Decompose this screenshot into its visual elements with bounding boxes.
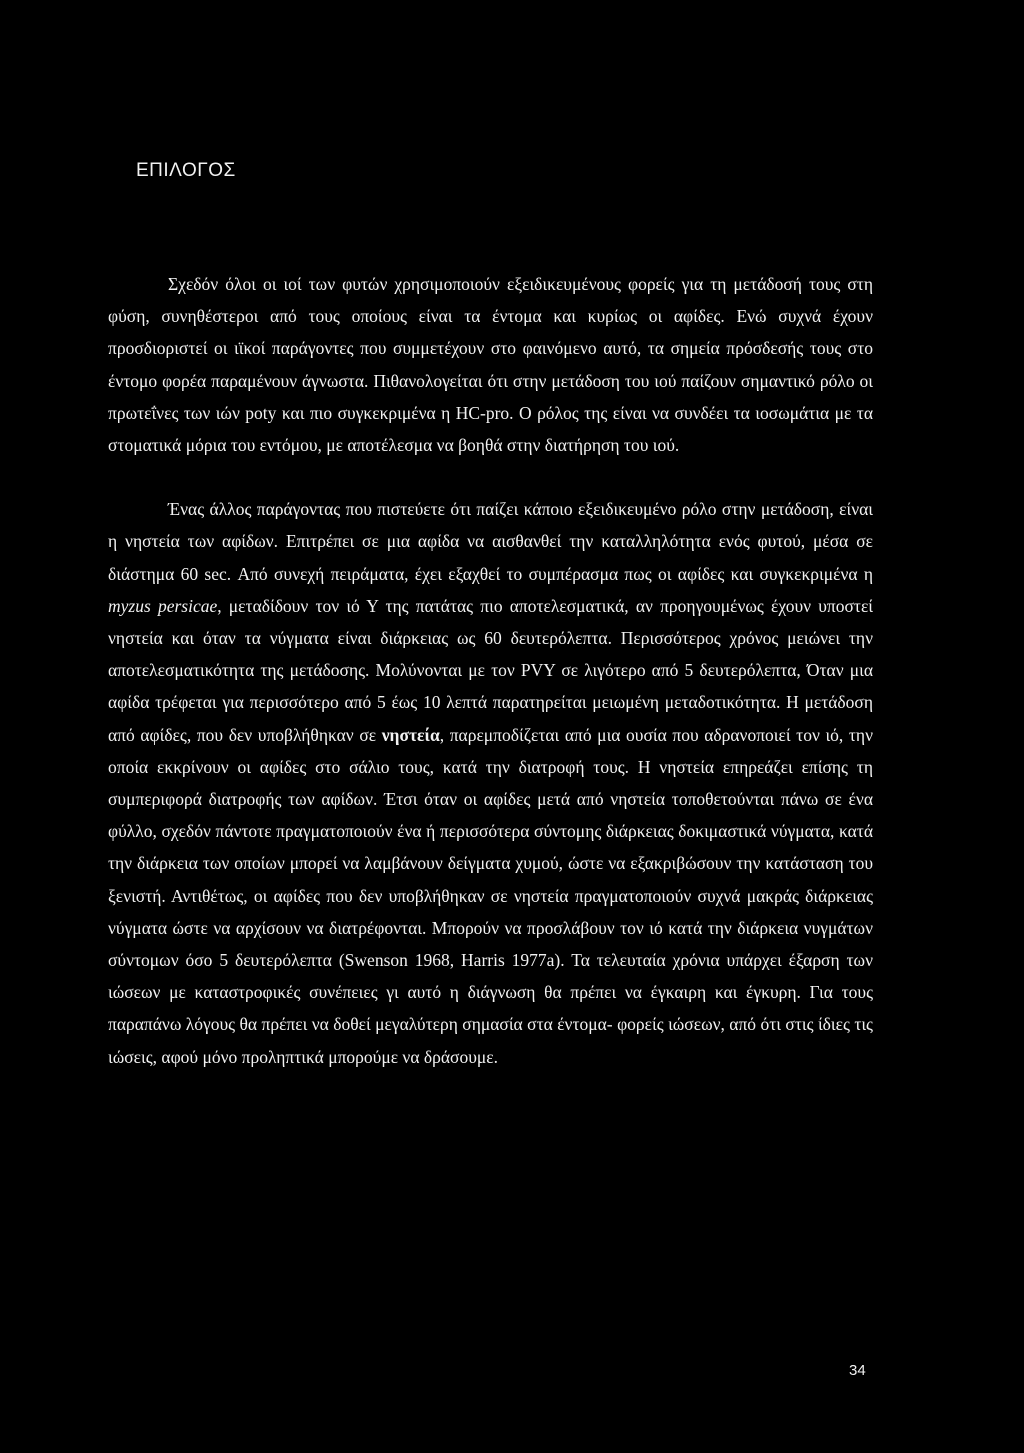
paragraph-2-part-1: Ένας άλλος παράγοντας που πιστεύετε ότι παίζει κάποιο εξειδικευμένο ρόλο στην μετάδοση, είναι η νηστεία των αφίδων. Επιτρέπει σε μια αφίδα να αισθανθεί την καταλληλότητα ενός φυτού, μέσα σε διάστημα 60 sec. Από συνεχή πειράματα, έχει εξαχθεί το συμπέρασμα πως οι αφίδες και συγκεκριμένα η — [108, 499, 873, 584]
body-text — [108, 268, 873, 1073]
fasting-term-bold: νηστεία — [381, 724, 440, 745]
species-name-italic: myzus persicae — [108, 595, 218, 616]
paragraph-2 — [108, 493, 873, 1073]
page-number: 34 — [849, 1362, 866, 1379]
paragraph-2-part-3: , παρεμποδίζεται από μια ουσία που αδρανοποιεί τον ιό, την οποία εκκρίνουν οι αφίδες στο σάλιο τους, κατά την διατροφή τους. Η νηστεία επηρεάζει επίσης τη συμπεριφορά διατροφής των αφίδων. Έτσι όταν οι αφίδες μετά από νηστεία τοποθετούνται πάνω σε ένα φύλλο, σχεδόν πάντοτε πραγματοποιούν ένα ή περισσότερα σύντομης διάρκειας δοκιμαστικά νύγματα, κατά την διάρκεια των οποίων μπορεί να λαμβάνουν δείγματα χυμού, ώστε να εξακριβώσουν την κατάσταση του ξενιστή. Αντιθέτως, οι αφίδες που δεν υποβλήθηκαν σε νηστεία πραγματοποιούν συχνά μακράς διάρκειας νύγματα ώστε να αρχίσουν να διατρέφονται. Μπορούν να προσλάβουν τον ιό κατά την διάρκεια νυγμάτων σύντομων όσο 5 δευτερόλεπτα (Swenson 1968, Harris 1977a). Τα τελευταία χρόνια υπάρχει έξαρση των ιώσεων με καταστροφικές συνέπειες γι αυτό η διάγνωση θα πρέπει να έγκαιρη και έγκυρη. Για τους παραπάνω λόγους θα πρέπει να δοθεί μεγαλύτερη σημασία στα έντομα- φορείς ιώσεων, από ότι στις ίδιες τις ιώσεις, αφού μόνο προληπτικά μπορούμε να δράσουμε. — [108, 724, 873, 1067]
paragraph-1: Σχεδόν όλοι οι ιοί των φυτών χρησιμοποιούν εξειδικευμένους φορείς για τη μετάδοσή τους στη φύση, συνηθέστεροι από τους οποίους είναι τα έντομα και κυρίως οι αφίδες. Ενώ συχνά έχουν προσδιοριστεί οι ιϊκοί παράγοντες που συμμετέχουν στο φαινόμενο αυτό, τα σημεία πρόσδεσής τους στο έντομο φορέα παραμένουν άγνωστα. Πιθανολογείται ότι στην μετάδοση του ιού παίζουν σημαντικό ρόλο οι πρωτεΐνες των ιών poty και πιο συγκεκριμένα η HC-pro. Ο ρόλος της είναι να συνδέει τα ιοσωμάτια με τα στοματικά μόρια του εντόμου, με αποτέλεσμα να βοηθά στην διατήρηση του ιού. — [108, 274, 873, 456]
page-title: ΕΠΙΛΟΓΟΣ — [136, 160, 236, 181]
paragraph-2-part-2: , μεταδίδουν τον ιό Υ της πατάτας πιο αποτελεσματικά, αν προηγουμένως έχουν υποστεί νηστεία και όταν τα νύγματα είναι διάρκειας ως 60 δευτερόλεπτα. Περισσότερος χρόνος μειώνει την αποτελεσματικότητα της μετάδοσης. Μολύνονται με τον PVY σε λιγότερο από 5 δευτερόλεπτα, Όταν μια αφίδα τρέφεται για περισσότερο από 5 έως 10 λεπτά παρατηρείται μειωμένη μεταδοτικότητα. Η μετάδοση από αφίδες, που δεν υποβλήθηκαν σε — [108, 595, 873, 745]
